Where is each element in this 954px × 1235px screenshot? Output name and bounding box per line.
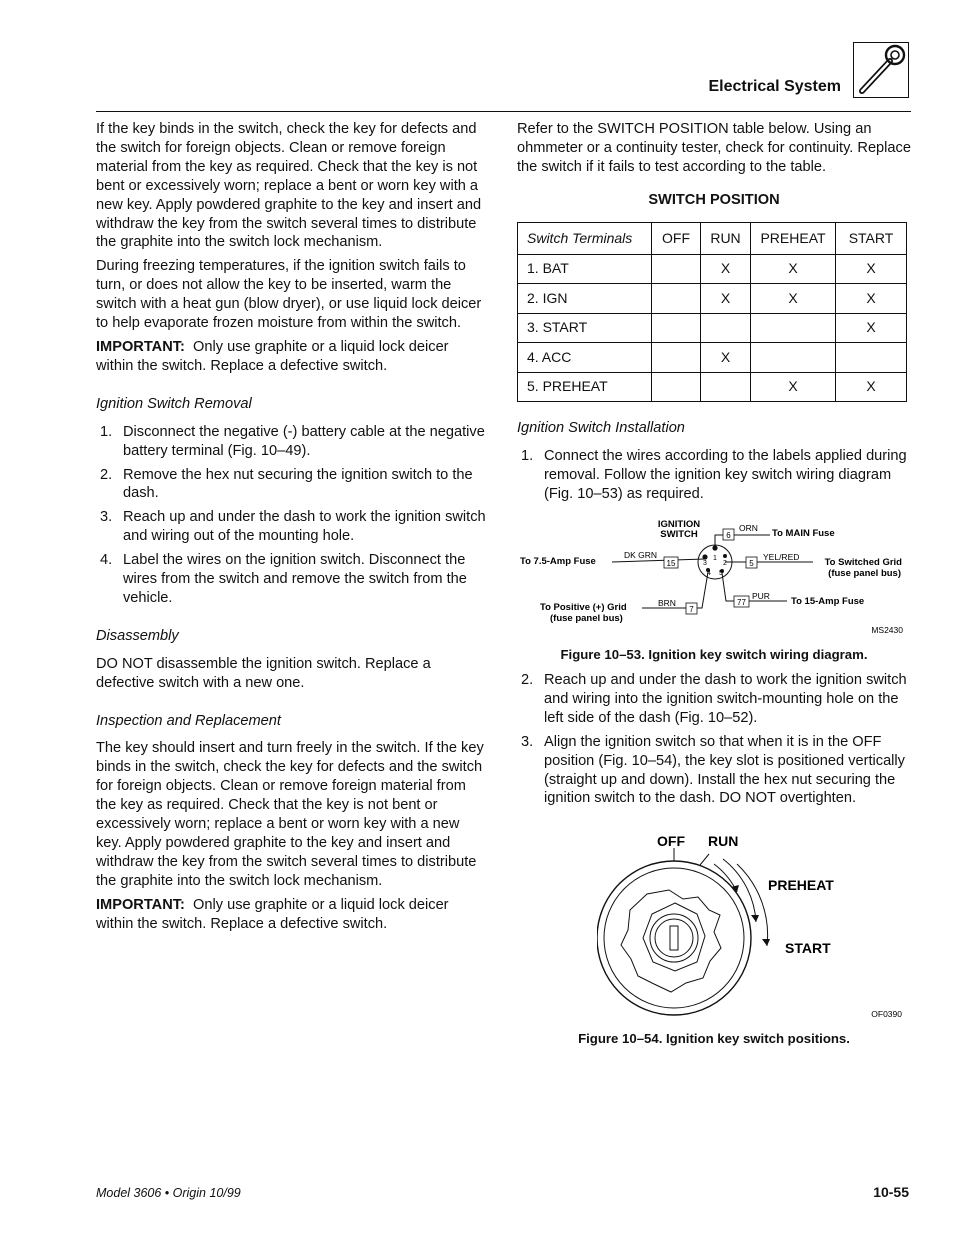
switch-position-table xyxy=(517,222,907,403)
figure-code: OF0390 xyxy=(871,1009,902,1019)
column-header: RUN xyxy=(701,222,751,254)
table-cell xyxy=(751,313,836,343)
terminal-label: 3 xyxy=(703,560,707,567)
header-rule xyxy=(96,111,911,112)
installation-steps xyxy=(517,447,911,504)
ignition-label: IGNITION xyxy=(657,519,701,530)
table-cell xyxy=(652,372,701,402)
installation-steps-continued xyxy=(517,671,911,813)
section-title: Electrical System xyxy=(708,78,841,95)
table-title: SWITCH POSITION xyxy=(648,191,780,208)
key-positions-diagram xyxy=(597,828,909,1023)
wire-number: 77 xyxy=(737,598,746,607)
table-cell: X xyxy=(751,254,836,284)
list-item: 1. Disconnect the negative (-) battery cable at the negative battery terminal (Fig. 10–49). xyxy=(100,423,485,459)
wire-color-label: ORN xyxy=(739,523,758,533)
table-cell xyxy=(701,372,751,402)
paragraph: If the key binds in the switch, check the key for defects and the switch for foreign objects. Clean or remove foreign material from the key as required. Check that the key is not bent or excessively worn; replace a bent or worn key with a new key. Apply powdered graphite to the key and insert and withdraw the key from the switch several times to distribute the graphite into the switch lock mechanism. xyxy=(96,121,482,251)
table-cell xyxy=(652,284,701,314)
position-label-start: START xyxy=(785,940,831,956)
important-label: IMPORTANT: xyxy=(96,338,185,355)
table-cell: X xyxy=(836,284,907,314)
table-row xyxy=(518,284,907,314)
wire-number: 15 xyxy=(666,559,676,568)
subheading-installation: Ignition Switch Installation xyxy=(517,420,685,437)
subheading-removal: Ignition Switch Removal xyxy=(96,395,252,412)
subheading-disassembly: Disassembly xyxy=(96,627,179,644)
subheading-inspection: Inspection and Replacement xyxy=(96,712,281,729)
paragraph: During freezing temperatures, if the ignition switch fails to turn, or does not allow the key to be inserted, warm the switch with a heat gun (blow dryer), or use liquid lock deicer to help evaporate frozen moisture from within the switch. xyxy=(96,258,482,332)
terminal-label: 1 xyxy=(713,555,717,562)
table-row xyxy=(518,343,907,373)
list-item: 2. Reach up and under the dash to work the ignition switch and wiring into the ignition switch-mounting hole on the left side of the dash (Fig. 10–52). xyxy=(521,672,907,726)
wire-color-label: DK GRN xyxy=(624,550,658,560)
wire-number: 6 xyxy=(726,531,731,540)
table-cell: X xyxy=(751,372,836,402)
table-cell: 1. BAT xyxy=(518,254,652,284)
list-item: 1. Connect the wires according to the labels applied during removal. Follow the ignition key switch wiring diagram (Fig. 10–53) as required. xyxy=(521,448,907,502)
destination-label: To MAIN Fuse xyxy=(772,528,835,539)
terminal-label: 5 xyxy=(719,570,723,577)
destination-label: (fuse panel bus) xyxy=(550,613,623,624)
removal-steps xyxy=(96,423,488,608)
table-cell xyxy=(836,343,907,373)
switch-label: SWITCH xyxy=(660,529,698,540)
table-cell: 2. IGN xyxy=(518,284,652,314)
destination-label: To 7.5-Amp Fuse xyxy=(520,556,596,567)
table-cell: X xyxy=(836,313,907,343)
figure-caption: Figure 10–53. Ignition key switch wiring diagram. xyxy=(560,647,868,662)
destination-label: To Positive (+) Grid xyxy=(540,602,627,613)
important-note xyxy=(96,896,488,934)
important-text: Only use graphite or a liquid lock deicer within the switch. Replace a defective switch. xyxy=(96,896,449,932)
figure-caption: Figure 10–54. Ignition key switch positions. xyxy=(578,1031,850,1046)
footer-model: Model 3606 • Origin 10/99 xyxy=(96,1186,241,1200)
column-header: Switch Terminals xyxy=(518,222,652,254)
wire-color-label: BRN xyxy=(658,598,676,608)
table-row xyxy=(518,254,907,284)
table-cell xyxy=(652,254,701,284)
wire-number: 5 xyxy=(749,559,754,568)
column-header: OFF xyxy=(652,222,701,254)
column-header: PREHEAT xyxy=(751,222,836,254)
table-cell: 3. START xyxy=(518,313,652,343)
list-item: 2. Remove the hex nut securing the ignition switch to the dash. xyxy=(100,466,473,502)
table-cell: 5. PREHEAT xyxy=(518,372,652,402)
left-column xyxy=(96,120,488,939)
table-header-row xyxy=(518,222,907,254)
destination-label: To 15-Amp Fuse xyxy=(791,596,865,607)
table-cell: X xyxy=(701,254,751,284)
position-label-run: RUN xyxy=(708,833,739,849)
right-column xyxy=(517,120,911,509)
terminal-label: 2 xyxy=(723,560,727,567)
table-cell: X xyxy=(701,343,751,373)
key-slot xyxy=(670,926,678,950)
wrench-icon xyxy=(853,42,909,98)
important-label: IMPORTANT: xyxy=(96,896,185,913)
important-note xyxy=(96,338,488,376)
wire-color-label: YEL/RED xyxy=(763,552,800,562)
list-item: 4. Label the wires on the ignition switch. Disconnect the wires from the switch and remove the switch from the vehicle. xyxy=(100,552,467,606)
list-item: 3. Reach up and under the dash to work the ignition switch and wiring out of the mounting hole. xyxy=(100,509,486,545)
table-cell xyxy=(751,343,836,373)
paragraph: Refer to the SWITCH POSITION table below. Using an ohmmeter or a continuity tester, check for continuity. Replace the switch if it fails to test according to the table. xyxy=(517,121,911,175)
wiring-diagram xyxy=(517,515,911,645)
table-cell: X xyxy=(701,284,751,314)
table-cell: 4. ACC xyxy=(518,343,652,373)
wire-color-label: PUR xyxy=(752,591,770,601)
table-cell xyxy=(652,313,701,343)
wire-number: 7 xyxy=(689,605,694,614)
position-label-preheat: PREHEAT xyxy=(768,877,834,893)
destination-label: (fuse panel bus) xyxy=(828,568,901,579)
table-cell xyxy=(652,343,701,373)
page-number: 10-55 xyxy=(873,1184,909,1200)
table-cell: X xyxy=(836,254,907,284)
column-header: START xyxy=(836,222,907,254)
destination-label: To Switched Grid xyxy=(824,557,902,568)
table-cell: X xyxy=(836,372,907,402)
figure-code: MS2430 xyxy=(871,625,903,635)
important-text: Only use graphite or a liquid lock deicer within the switch. Replace a defective switch. xyxy=(96,338,449,374)
paragraph: DO NOT disassemble the ignition switch. Replace a defective switch with a new one. xyxy=(96,655,431,691)
table-cell: X xyxy=(751,284,836,314)
paragraph: The key should insert and turn freely in the switch. If the key binds in the switch, check the key for defects and the switch for foreign objects. Clean or remove foreign material from the key as required. Check that the key is not bent or excessively worn; replace a bent or worn key with a new key. Apply powdered graphite to the key and insert and withdraw the key from the switch several times to distribute the graphite into the switch lock mechanism. xyxy=(96,740,484,889)
position-label-off: OFF xyxy=(657,833,685,849)
list-item: 3. Align the ignition switch so that when it is in the OFF position (Fig. 10–54), the key slot is positioned vertically (straight up and down). Install the hex nut securing the ignition switch to the dash. DO NOT overtighten. xyxy=(521,733,905,807)
table-row xyxy=(518,372,907,402)
table-row xyxy=(518,313,907,343)
terminal-label: 4 xyxy=(707,570,711,577)
table-cell xyxy=(701,313,751,343)
